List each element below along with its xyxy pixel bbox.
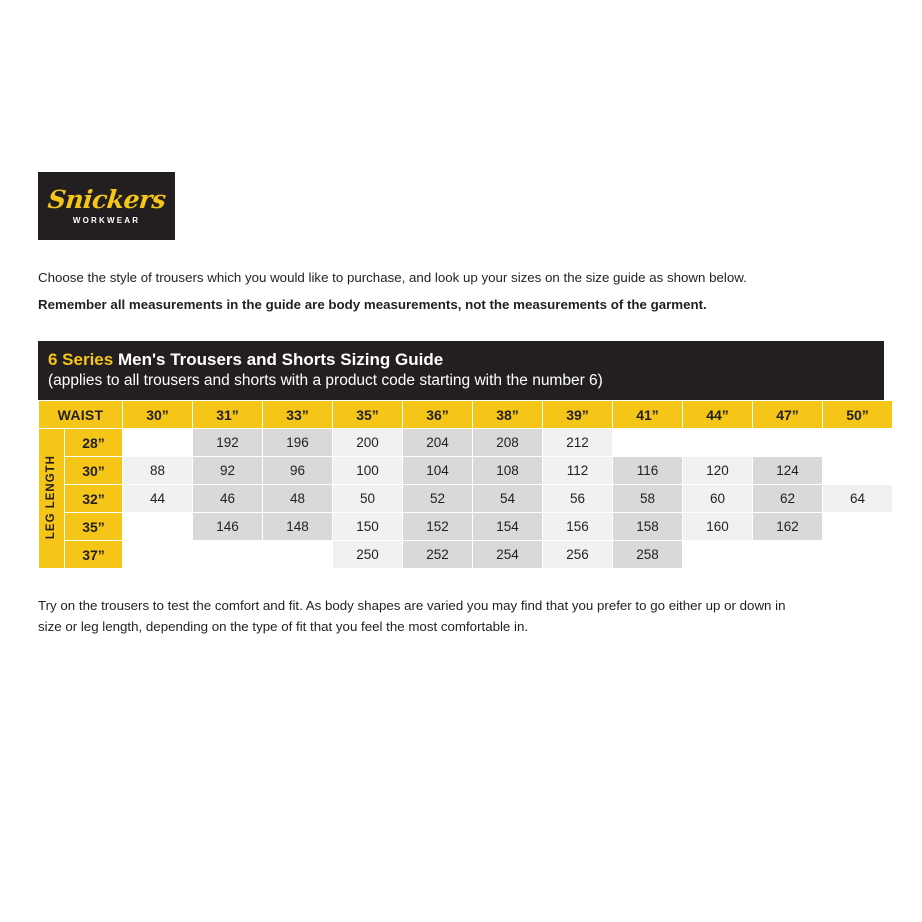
sizing-table-title-bar (38, 341, 884, 400)
cell-0-2: 196 (263, 429, 333, 457)
table-row (39, 541, 893, 569)
column-header-8: 44” (683, 401, 753, 429)
footer-note: Try on the trousers to test the comfort and fit. As body shapes are varied you may find that you prefer to go either up or down in size or leg length, depending on the type of fit that you feel the most comfortable in. (38, 598, 786, 635)
column-header-1: 31” (193, 401, 263, 429)
cell-3-7: 158 (613, 513, 683, 541)
cell-2-5: 54 (473, 485, 543, 513)
cell-2-0: 44 (123, 485, 193, 513)
brand-logo (38, 172, 175, 240)
cell-1-5: 108 (473, 457, 543, 485)
column-header-6: 39” (543, 401, 613, 429)
column-header-2: 33” (263, 401, 333, 429)
cell-4-1 (193, 541, 263, 569)
cell-0-4: 204 (403, 429, 473, 457)
row-header-0: 28” (65, 429, 123, 457)
cell-2-1: 46 (193, 485, 263, 513)
cell-4-5: 254 (473, 541, 543, 569)
column-header-4: 36” (403, 401, 473, 429)
cell-0-7 (613, 429, 683, 457)
leg-length-legend-text: LEG LENGTH (44, 455, 57, 540)
cell-4-8 (683, 541, 753, 569)
logo-subtitle: WORKWEAR (72, 216, 141, 225)
intro-line-2: Remember all measurements in the guide are body measurements, not the measurements of the garment. (38, 296, 707, 312)
cell-4-3: 250 (333, 541, 403, 569)
cell-4-7: 258 (613, 541, 683, 569)
table-row (39, 457, 893, 485)
table-header-row (39, 401, 893, 429)
column-header-10: 50” (823, 401, 893, 429)
cell-2-3: 50 (333, 485, 403, 513)
cell-0-5: 208 (473, 429, 543, 457)
series-label: 6 Series (48, 350, 114, 369)
intro-line-1: Choose the style of trousers which you would like to purchase, and look up your sizes on the size guide as shown below. (38, 270, 747, 285)
sizing-table-section (38, 341, 884, 569)
sizing-table-title (48, 349, 874, 370)
cell-3-4: 152 (403, 513, 473, 541)
sizing-table-subtitle: (applies to all trousers and shorts with a product code starting with the number 6) (48, 372, 603, 390)
row-header-4: 37” (65, 541, 123, 569)
cell-4-6: 256 (543, 541, 613, 569)
cell-1-3: 100 (333, 457, 403, 485)
sizing-table-title-rest: Men's Trousers and Shorts Sizing Guide (117, 350, 444, 369)
cell-4-0 (123, 541, 193, 569)
cell-3-5: 154 (473, 513, 543, 541)
cell-1-0: 88 (123, 457, 193, 485)
row-header-2: 32” (65, 485, 123, 513)
cell-0-1: 192 (193, 429, 263, 457)
cell-0-10 (823, 429, 893, 457)
cell-3-9: 162 (753, 513, 823, 541)
cell-2-9: 62 (753, 485, 823, 513)
cell-0-3: 200 (333, 429, 403, 457)
cell-3-6: 156 (543, 513, 613, 541)
waist-header: WAIST (39, 401, 123, 429)
intro-text (38, 268, 888, 315)
cell-3-3: 150 (333, 513, 403, 541)
cell-4-10 (823, 541, 893, 569)
cell-2-6: 56 (543, 485, 613, 513)
cell-0-0 (123, 429, 193, 457)
cell-1-7: 116 (613, 457, 683, 485)
row-header-1: 30” (65, 457, 123, 485)
leg-length-legend (39, 429, 65, 569)
column-header-3: 35” (333, 401, 403, 429)
cell-4-2 (263, 541, 333, 569)
cell-2-8: 60 (683, 485, 753, 513)
column-header-5: 38” (473, 401, 543, 429)
cell-2-4: 52 (403, 485, 473, 513)
cell-2-10: 64 (823, 485, 893, 513)
cell-3-1: 146 (193, 513, 263, 541)
table-row (39, 429, 893, 457)
logo-wordmark: Snickers (46, 185, 167, 214)
row-header-3: 35” (65, 513, 123, 541)
column-header-0: 30” (123, 401, 193, 429)
cell-1-2: 96 (263, 457, 333, 485)
cell-0-8 (683, 429, 753, 457)
table-row (39, 485, 893, 513)
cell-2-7: 58 (613, 485, 683, 513)
cell-3-2: 148 (263, 513, 333, 541)
column-header-7: 41” (613, 401, 683, 429)
cell-2-2: 48 (263, 485, 333, 513)
cell-1-4: 104 (403, 457, 473, 485)
cell-3-0 (123, 513, 193, 541)
cell-4-9 (753, 541, 823, 569)
cell-1-10 (823, 457, 893, 485)
cell-1-9: 124 (753, 457, 823, 485)
cell-1-8: 120 (683, 457, 753, 485)
cell-4-4: 252 (403, 541, 473, 569)
sizing-table (38, 400, 893, 569)
cell-1-1: 92 (193, 457, 263, 485)
cell-3-10 (823, 513, 893, 541)
table-row (39, 513, 893, 541)
cell-1-6: 112 (543, 457, 613, 485)
column-header-9: 47” (753, 401, 823, 429)
cell-0-9 (753, 429, 823, 457)
cell-0-6: 212 (543, 429, 613, 457)
cell-3-8: 160 (683, 513, 753, 541)
